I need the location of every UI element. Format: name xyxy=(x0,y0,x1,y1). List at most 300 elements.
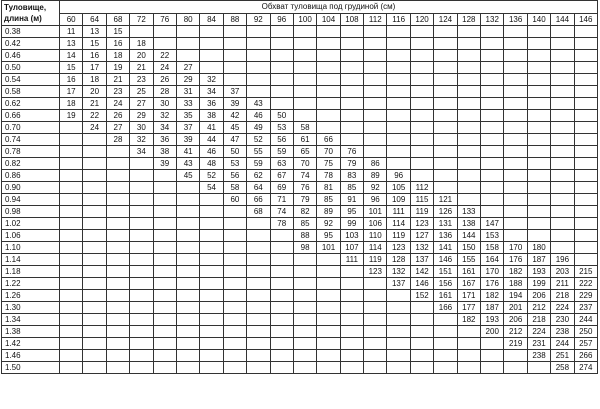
table-cell: 141 xyxy=(434,242,457,254)
table-cell xyxy=(223,74,246,86)
table-cell: 56 xyxy=(223,170,246,182)
table-cell xyxy=(153,26,176,38)
table-cell: 238 xyxy=(551,326,574,338)
table-cell: 146 xyxy=(434,254,457,266)
column-header: 92 xyxy=(247,14,270,26)
table-cell xyxy=(340,362,363,374)
table-cell xyxy=(551,146,574,158)
table-cell xyxy=(83,254,106,266)
table-cell xyxy=(60,230,83,242)
table-cell: 27 xyxy=(106,122,129,134)
table-cell xyxy=(574,50,597,62)
table-cell: 144 xyxy=(457,230,480,242)
table-cell xyxy=(293,266,316,278)
column-header-row xyxy=(2,14,598,26)
table-cell xyxy=(153,338,176,350)
table-cell xyxy=(364,38,387,50)
row-label: 0.38 xyxy=(2,26,60,38)
table-cell xyxy=(387,110,410,122)
table-cell: 123 xyxy=(387,242,410,254)
table-cell xyxy=(434,134,457,146)
table-cell xyxy=(247,338,270,350)
table-cell: 52 xyxy=(200,170,223,182)
table-cell: 38 xyxy=(153,146,176,158)
table-cell xyxy=(527,182,550,194)
table-cell xyxy=(106,206,129,218)
table-cell: 39 xyxy=(176,134,199,146)
table-cell xyxy=(200,266,223,278)
table-cell: 132 xyxy=(387,266,410,278)
table-cell xyxy=(223,314,246,326)
table-cell xyxy=(364,302,387,314)
table-cell xyxy=(83,302,106,314)
table-row xyxy=(2,182,598,194)
table-cell: 65 xyxy=(293,146,316,158)
table-cell xyxy=(504,350,527,362)
table-row xyxy=(2,170,598,182)
table-cell xyxy=(387,98,410,110)
row-label: 0.46 xyxy=(2,50,60,62)
table-cell xyxy=(317,362,340,374)
column-header: 88 xyxy=(223,14,246,26)
table-cell xyxy=(83,290,106,302)
table-cell xyxy=(504,50,527,62)
table-cell xyxy=(410,134,433,146)
table-cell xyxy=(130,314,153,326)
table-cell xyxy=(410,158,433,170)
table-cell: 105 xyxy=(387,182,410,194)
table-cell: 46 xyxy=(200,146,223,158)
row-label: 1.38 xyxy=(2,326,60,338)
table-row xyxy=(2,254,598,266)
table-cell xyxy=(574,26,597,38)
table-cell xyxy=(176,314,199,326)
table-cell xyxy=(340,122,363,134)
table-cell xyxy=(106,326,129,338)
table-cell xyxy=(340,134,363,146)
table-cell: 34 xyxy=(130,146,153,158)
table-cell xyxy=(387,134,410,146)
table-cell xyxy=(223,242,246,254)
table-cell xyxy=(60,194,83,206)
column-header: 100 xyxy=(293,14,316,26)
table-cell xyxy=(60,206,83,218)
table-cell xyxy=(83,350,106,362)
table-cell xyxy=(223,38,246,50)
table-cell xyxy=(60,350,83,362)
table-cell: 182 xyxy=(504,266,527,278)
table-cell xyxy=(574,122,597,134)
table-cell xyxy=(574,170,597,182)
table-cell xyxy=(434,350,457,362)
row-label: 0.94 xyxy=(2,194,60,206)
table-cell xyxy=(504,170,527,182)
table-cell xyxy=(130,362,153,374)
table-cell xyxy=(551,134,574,146)
table-cell xyxy=(270,230,293,242)
table-cell xyxy=(551,242,574,254)
table-cell: 43 xyxy=(176,158,199,170)
column-header: 68 xyxy=(106,14,129,26)
row-label: 1.50 xyxy=(2,362,60,374)
table-cell: 56 xyxy=(270,134,293,146)
table-cell: 81 xyxy=(317,182,340,194)
table-cell xyxy=(527,86,550,98)
table-cell xyxy=(410,146,433,158)
table-row xyxy=(2,110,598,122)
table-cell: 182 xyxy=(457,314,480,326)
table-cell xyxy=(574,242,597,254)
table-cell xyxy=(106,338,129,350)
table-cell: 187 xyxy=(527,254,550,266)
table-cell xyxy=(574,86,597,98)
table-cell xyxy=(551,194,574,206)
table-cell xyxy=(106,314,129,326)
table-cell: 218 xyxy=(551,290,574,302)
table-cell xyxy=(270,74,293,86)
table-cell xyxy=(481,110,504,122)
table-cell xyxy=(457,86,480,98)
table-cell xyxy=(247,266,270,278)
table-cell: 35 xyxy=(176,110,199,122)
table-cell xyxy=(247,278,270,290)
table-cell xyxy=(270,86,293,98)
table-cell xyxy=(481,158,504,170)
table-cell: 164 xyxy=(481,254,504,266)
table-cell xyxy=(106,170,129,182)
table-cell xyxy=(130,158,153,170)
table-cell: 156 xyxy=(434,278,457,290)
table-cell xyxy=(504,86,527,98)
table-cell: 132 xyxy=(410,242,433,254)
table-cell: 32 xyxy=(130,134,153,146)
table-cell: 171 xyxy=(457,290,480,302)
table-cell: 176 xyxy=(504,254,527,266)
table-cell xyxy=(223,50,246,62)
table-row xyxy=(2,146,598,158)
table-cell: 20 xyxy=(83,86,106,98)
table-cell: 26 xyxy=(106,110,129,122)
table-cell: 114 xyxy=(387,218,410,230)
table-cell xyxy=(317,326,340,338)
table-row xyxy=(2,134,598,146)
table-cell: 115 xyxy=(410,194,433,206)
table-cell xyxy=(60,314,83,326)
table-cell xyxy=(340,26,363,38)
table-cell: 92 xyxy=(317,218,340,230)
table-cell xyxy=(317,302,340,314)
table-cell: 19 xyxy=(60,110,83,122)
table-cell xyxy=(504,62,527,74)
table-cell xyxy=(434,26,457,38)
table-cell: 15 xyxy=(83,38,106,50)
table-cell xyxy=(410,98,433,110)
table-cell xyxy=(340,98,363,110)
table-cell xyxy=(410,62,433,74)
table-cell xyxy=(504,218,527,230)
table-cell xyxy=(247,362,270,374)
table-cell: 74 xyxy=(293,170,316,182)
table-cell xyxy=(504,194,527,206)
table-cell xyxy=(293,278,316,290)
table-cell xyxy=(200,38,223,50)
table-cell xyxy=(83,278,106,290)
table-cell: 274 xyxy=(574,362,597,374)
table-cell xyxy=(387,326,410,338)
table-cell xyxy=(364,50,387,62)
table-cell xyxy=(317,278,340,290)
table-cell: 18 xyxy=(106,50,129,62)
column-header: 104 xyxy=(317,14,340,26)
table-cell xyxy=(270,242,293,254)
table-cell xyxy=(60,254,83,266)
table-cell xyxy=(340,50,363,62)
table-cell: 47 xyxy=(223,134,246,146)
table-cell: 193 xyxy=(481,314,504,326)
table-cell xyxy=(200,350,223,362)
table-cell: 138 xyxy=(457,218,480,230)
table-cell xyxy=(293,326,316,338)
table-row xyxy=(2,338,598,350)
table-cell: 166 xyxy=(434,302,457,314)
table-row xyxy=(2,62,598,74)
table-cell xyxy=(270,98,293,110)
table-cell: 13 xyxy=(60,38,83,50)
table-cell xyxy=(574,206,597,218)
table-cell xyxy=(293,110,316,122)
table-cell xyxy=(410,26,433,38)
row-label: 0.54 xyxy=(2,74,60,86)
table-cell xyxy=(481,98,504,110)
table-row xyxy=(2,74,598,86)
table-cell xyxy=(200,290,223,302)
table-cell xyxy=(270,278,293,290)
table-cell xyxy=(130,326,153,338)
girth-length-table xyxy=(1,0,598,374)
table-cell: 20 xyxy=(130,50,153,62)
table-cell: 29 xyxy=(130,110,153,122)
table-cell: 89 xyxy=(364,170,387,182)
table-cell xyxy=(153,38,176,50)
table-cell xyxy=(106,146,129,158)
table-cell xyxy=(176,326,199,338)
table-cell xyxy=(247,86,270,98)
table-cell xyxy=(223,230,246,242)
table-cell: 15 xyxy=(60,62,83,74)
table-cell xyxy=(527,110,550,122)
table-cell xyxy=(364,134,387,146)
table-cell xyxy=(60,290,83,302)
table-cell xyxy=(83,170,106,182)
table-cell xyxy=(247,74,270,86)
table-cell xyxy=(270,62,293,74)
table-cell: 66 xyxy=(247,194,270,206)
table-cell: 224 xyxy=(551,302,574,314)
table-cell: 66 xyxy=(317,134,340,146)
table-row xyxy=(2,122,598,134)
table-cell xyxy=(410,302,433,314)
table-cell xyxy=(551,26,574,38)
column-header: 146 xyxy=(574,14,597,26)
table-cell: 79 xyxy=(293,194,316,206)
table-cell xyxy=(247,230,270,242)
table-cell xyxy=(364,362,387,374)
table-cell xyxy=(551,110,574,122)
table-cell xyxy=(574,146,597,158)
table-cell: 95 xyxy=(317,230,340,242)
table-cell xyxy=(457,98,480,110)
table-cell xyxy=(574,38,597,50)
table-cell xyxy=(106,230,129,242)
table-cell: 187 xyxy=(481,302,504,314)
table-cell xyxy=(200,278,223,290)
table-cell xyxy=(60,338,83,350)
row-label: 0.42 xyxy=(2,38,60,50)
table-cell xyxy=(317,254,340,266)
table-cell xyxy=(481,146,504,158)
table-cell xyxy=(60,218,83,230)
table-cell xyxy=(527,230,550,242)
table-cell xyxy=(293,254,316,266)
table-cell: 19 xyxy=(106,62,129,74)
table-cell xyxy=(223,302,246,314)
table-cell xyxy=(387,362,410,374)
table-cell xyxy=(457,194,480,206)
table-cell xyxy=(457,26,480,38)
table-cell xyxy=(481,362,504,374)
table-cell xyxy=(153,278,176,290)
table-cell xyxy=(153,242,176,254)
table-cell xyxy=(574,98,597,110)
table-cell: 71 xyxy=(270,194,293,206)
table-body xyxy=(2,26,598,374)
table-cell: 76 xyxy=(340,146,363,158)
table-cell: 18 xyxy=(60,98,83,110)
table-cell xyxy=(387,302,410,314)
table-cell: 152 xyxy=(410,290,433,302)
column-header: 136 xyxy=(504,14,527,26)
table-cell: 46 xyxy=(247,110,270,122)
table-cell xyxy=(130,302,153,314)
table-cell xyxy=(551,98,574,110)
column-header: 80 xyxy=(176,14,199,26)
table-cell: 257 xyxy=(574,338,597,350)
table-cell: 53 xyxy=(223,158,246,170)
table-cell xyxy=(153,326,176,338)
table-cell: 147 xyxy=(481,218,504,230)
table-cell: 137 xyxy=(387,278,410,290)
table-cell xyxy=(153,302,176,314)
table-cell xyxy=(364,62,387,74)
table-cell xyxy=(387,26,410,38)
table-cell xyxy=(434,146,457,158)
table-cell xyxy=(176,182,199,194)
table-cell xyxy=(481,122,504,134)
table-row xyxy=(2,362,598,374)
table-cell xyxy=(60,278,83,290)
table-cell: 23 xyxy=(106,86,129,98)
table-cell xyxy=(457,182,480,194)
table-cell xyxy=(293,86,316,98)
table-cell xyxy=(574,110,597,122)
table-cell xyxy=(176,278,199,290)
table-cell xyxy=(481,338,504,350)
table-cell: 50 xyxy=(270,110,293,122)
table-cell xyxy=(130,194,153,206)
table-cell xyxy=(527,98,550,110)
table-cell: 32 xyxy=(153,110,176,122)
table-cell xyxy=(176,338,199,350)
table-cell: 127 xyxy=(410,230,433,242)
table-cell: 92 xyxy=(364,182,387,194)
table-cell xyxy=(574,218,597,230)
table-cell: 230 xyxy=(551,314,574,326)
table-cell: 86 xyxy=(364,158,387,170)
table-cell: 212 xyxy=(504,326,527,338)
table-cell xyxy=(481,38,504,50)
table-row xyxy=(2,194,598,206)
table-cell xyxy=(293,302,316,314)
table-cell xyxy=(387,314,410,326)
table-cell xyxy=(83,266,106,278)
table-cell: 16 xyxy=(60,74,83,86)
table-cell xyxy=(364,110,387,122)
table-cell xyxy=(247,254,270,266)
table-cell: 24 xyxy=(83,122,106,134)
table-row xyxy=(2,38,598,50)
column-header: 116 xyxy=(387,14,410,26)
table-cell xyxy=(457,74,480,86)
table-cell xyxy=(481,50,504,62)
table-cell xyxy=(200,218,223,230)
table-cell xyxy=(504,122,527,134)
table-cell: 14 xyxy=(60,50,83,62)
table-cell xyxy=(504,134,527,146)
table-cell xyxy=(434,170,457,182)
table-cell xyxy=(410,326,433,338)
table-cell xyxy=(83,338,106,350)
table-cell xyxy=(270,362,293,374)
table-cell xyxy=(270,254,293,266)
table-cell: 219 xyxy=(504,338,527,350)
table-cell: 244 xyxy=(551,338,574,350)
table-cell: 78 xyxy=(270,218,293,230)
table-cell xyxy=(434,98,457,110)
table-cell xyxy=(364,86,387,98)
table-cell xyxy=(551,218,574,230)
table-cell xyxy=(247,290,270,302)
table-cell xyxy=(527,50,550,62)
table-cell xyxy=(527,158,550,170)
table-cell: 70 xyxy=(317,146,340,158)
table-cell xyxy=(551,230,574,242)
table-cell xyxy=(153,170,176,182)
table-cell xyxy=(176,254,199,266)
table-cell: 106 xyxy=(364,218,387,230)
table-cell xyxy=(153,314,176,326)
table-cell: 59 xyxy=(247,158,270,170)
row-label: 0.86 xyxy=(2,170,60,182)
table-cell xyxy=(340,302,363,314)
table-cell xyxy=(340,314,363,326)
table-cell xyxy=(153,362,176,374)
table-cell xyxy=(223,326,246,338)
table-cell xyxy=(176,362,199,374)
table-cell xyxy=(387,62,410,74)
table-cell xyxy=(527,26,550,38)
table-cell: 194 xyxy=(504,290,527,302)
table-cell xyxy=(60,266,83,278)
